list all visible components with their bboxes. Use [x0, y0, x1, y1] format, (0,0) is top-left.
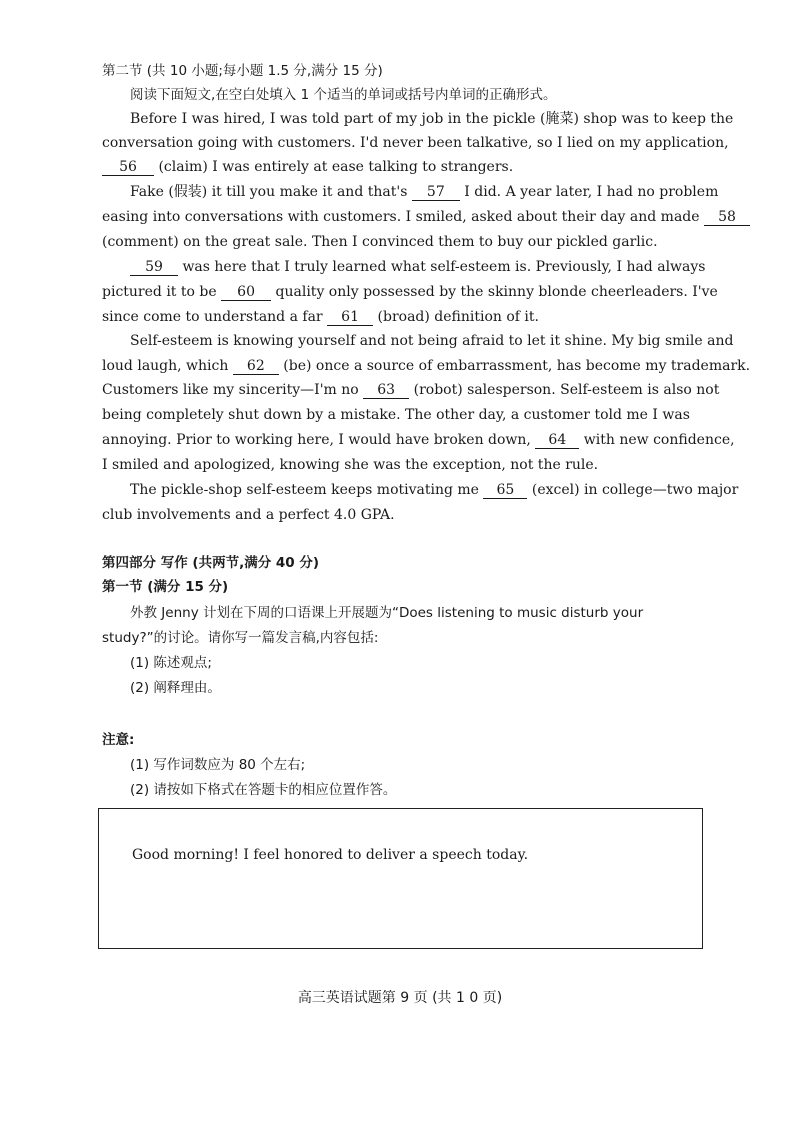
box-opening-sentence: Good morning! I feel honored to deliver a speech today.	[132, 847, 529, 863]
passage-line: since come to understand a far 61 (broad) definition of it.	[102, 309, 539, 325]
blank-58: 58	[704, 209, 750, 226]
notes-label: 注意:	[102, 732, 135, 748]
passage-line: pictured it to be 60 quality only possessed by the skinny blonde cheerleaders. I've	[102, 284, 718, 300]
passage-line: Fake (假装) it till you make it and that's 57 I did. A year later, I had no problem	[130, 184, 719, 200]
page-footer: 高三英语试题第 9 页 (共 1 0 页)	[297, 990, 503, 1006]
passage-line: club involvements and a perfect 4.0 GPA.	[102, 507, 395, 523]
blank-64: 64	[535, 432, 579, 449]
passage-line: Before I was hired, I was told part of my job in the pickle (腌菜) shop was to keep the	[130, 111, 734, 127]
blank-57: 57	[412, 184, 460, 201]
prompt-item: (2) 阐释理由。	[130, 680, 221, 696]
blank-56: 56	[102, 159, 154, 176]
part-heading: 第四部分 写作 (共两节,满分 40 分)	[102, 555, 320, 571]
passage-line: conversation going with customers. I'd never been talkative, so I lied on my application,	[102, 135, 729, 151]
section-instruction: 阅读下面短文,在空白处填入 1 个适当的单词或括号内单词的正确形式。	[130, 87, 557, 103]
answer-format-box	[98, 808, 703, 949]
passage-line: being completely shut down by a mistake. The other day, a customer told me I was	[102, 407, 690, 423]
passage-line: 56 (claim) I was entirely at ease talking to strangers.	[102, 158, 513, 176]
blank-65: 65	[483, 482, 527, 499]
passage-line: Customers like my sincerity—I'm no 63 (robot) salesperson. Self-esteem is also not	[102, 382, 720, 398]
blank-60: 60	[221, 284, 271, 301]
passage-line: I smiled and apologized, knowing she was the exception, not the rule.	[102, 457, 599, 473]
blank-61: 61	[327, 309, 373, 326]
note-item: (2) 请按如下格式在答题卡的相应位置作答。	[130, 782, 397, 798]
passage-line: easing into conversations with customers. I smiled, asked about their day and made 58	[102, 208, 750, 226]
blank-62: 62	[233, 358, 279, 375]
sub-heading: 第一节 (满分 15 分)	[102, 579, 229, 595]
passage-line: annoying. Prior to working here, I would have broken down, 64 with new confidence,	[102, 432, 735, 448]
prompt-item: (1) 陈述观点;	[130, 655, 212, 671]
passage-line: loud laugh, which 62 (be) once a source of embarrassment, has become my trademark.	[102, 358, 751, 374]
note-item: (1) 写作词数应为 80 个左右;	[130, 757, 306, 773]
blank-63: 63	[363, 382, 409, 399]
passage-line: Self-esteem is knowing yourself and not being afraid to let it shine. My big smile and	[130, 333, 734, 349]
passage-line: 59 was here that I truly learned what self-esteem is. Previously, I had always	[130, 258, 705, 276]
section-heading: 第二节 (共 10 小题;每小题 1.5 分,满分 15 分)	[102, 63, 383, 79]
writing-prompt: 外教 Jenny 计划在下周的口语课上开展题为“Does listening to music disturb your	[130, 605, 644, 621]
passage-line: The pickle-shop self-esteem keeps motivating me 65 (excel) in college—two major	[130, 482, 739, 498]
writing-prompt: study?”的讨论。请你写一篇发言稿,内容包括:	[102, 630, 379, 646]
blank-59: 59	[130, 259, 178, 276]
passage-line: (comment) on the great sale. Then I convinced them to buy our pickled garlic.	[102, 234, 658, 250]
